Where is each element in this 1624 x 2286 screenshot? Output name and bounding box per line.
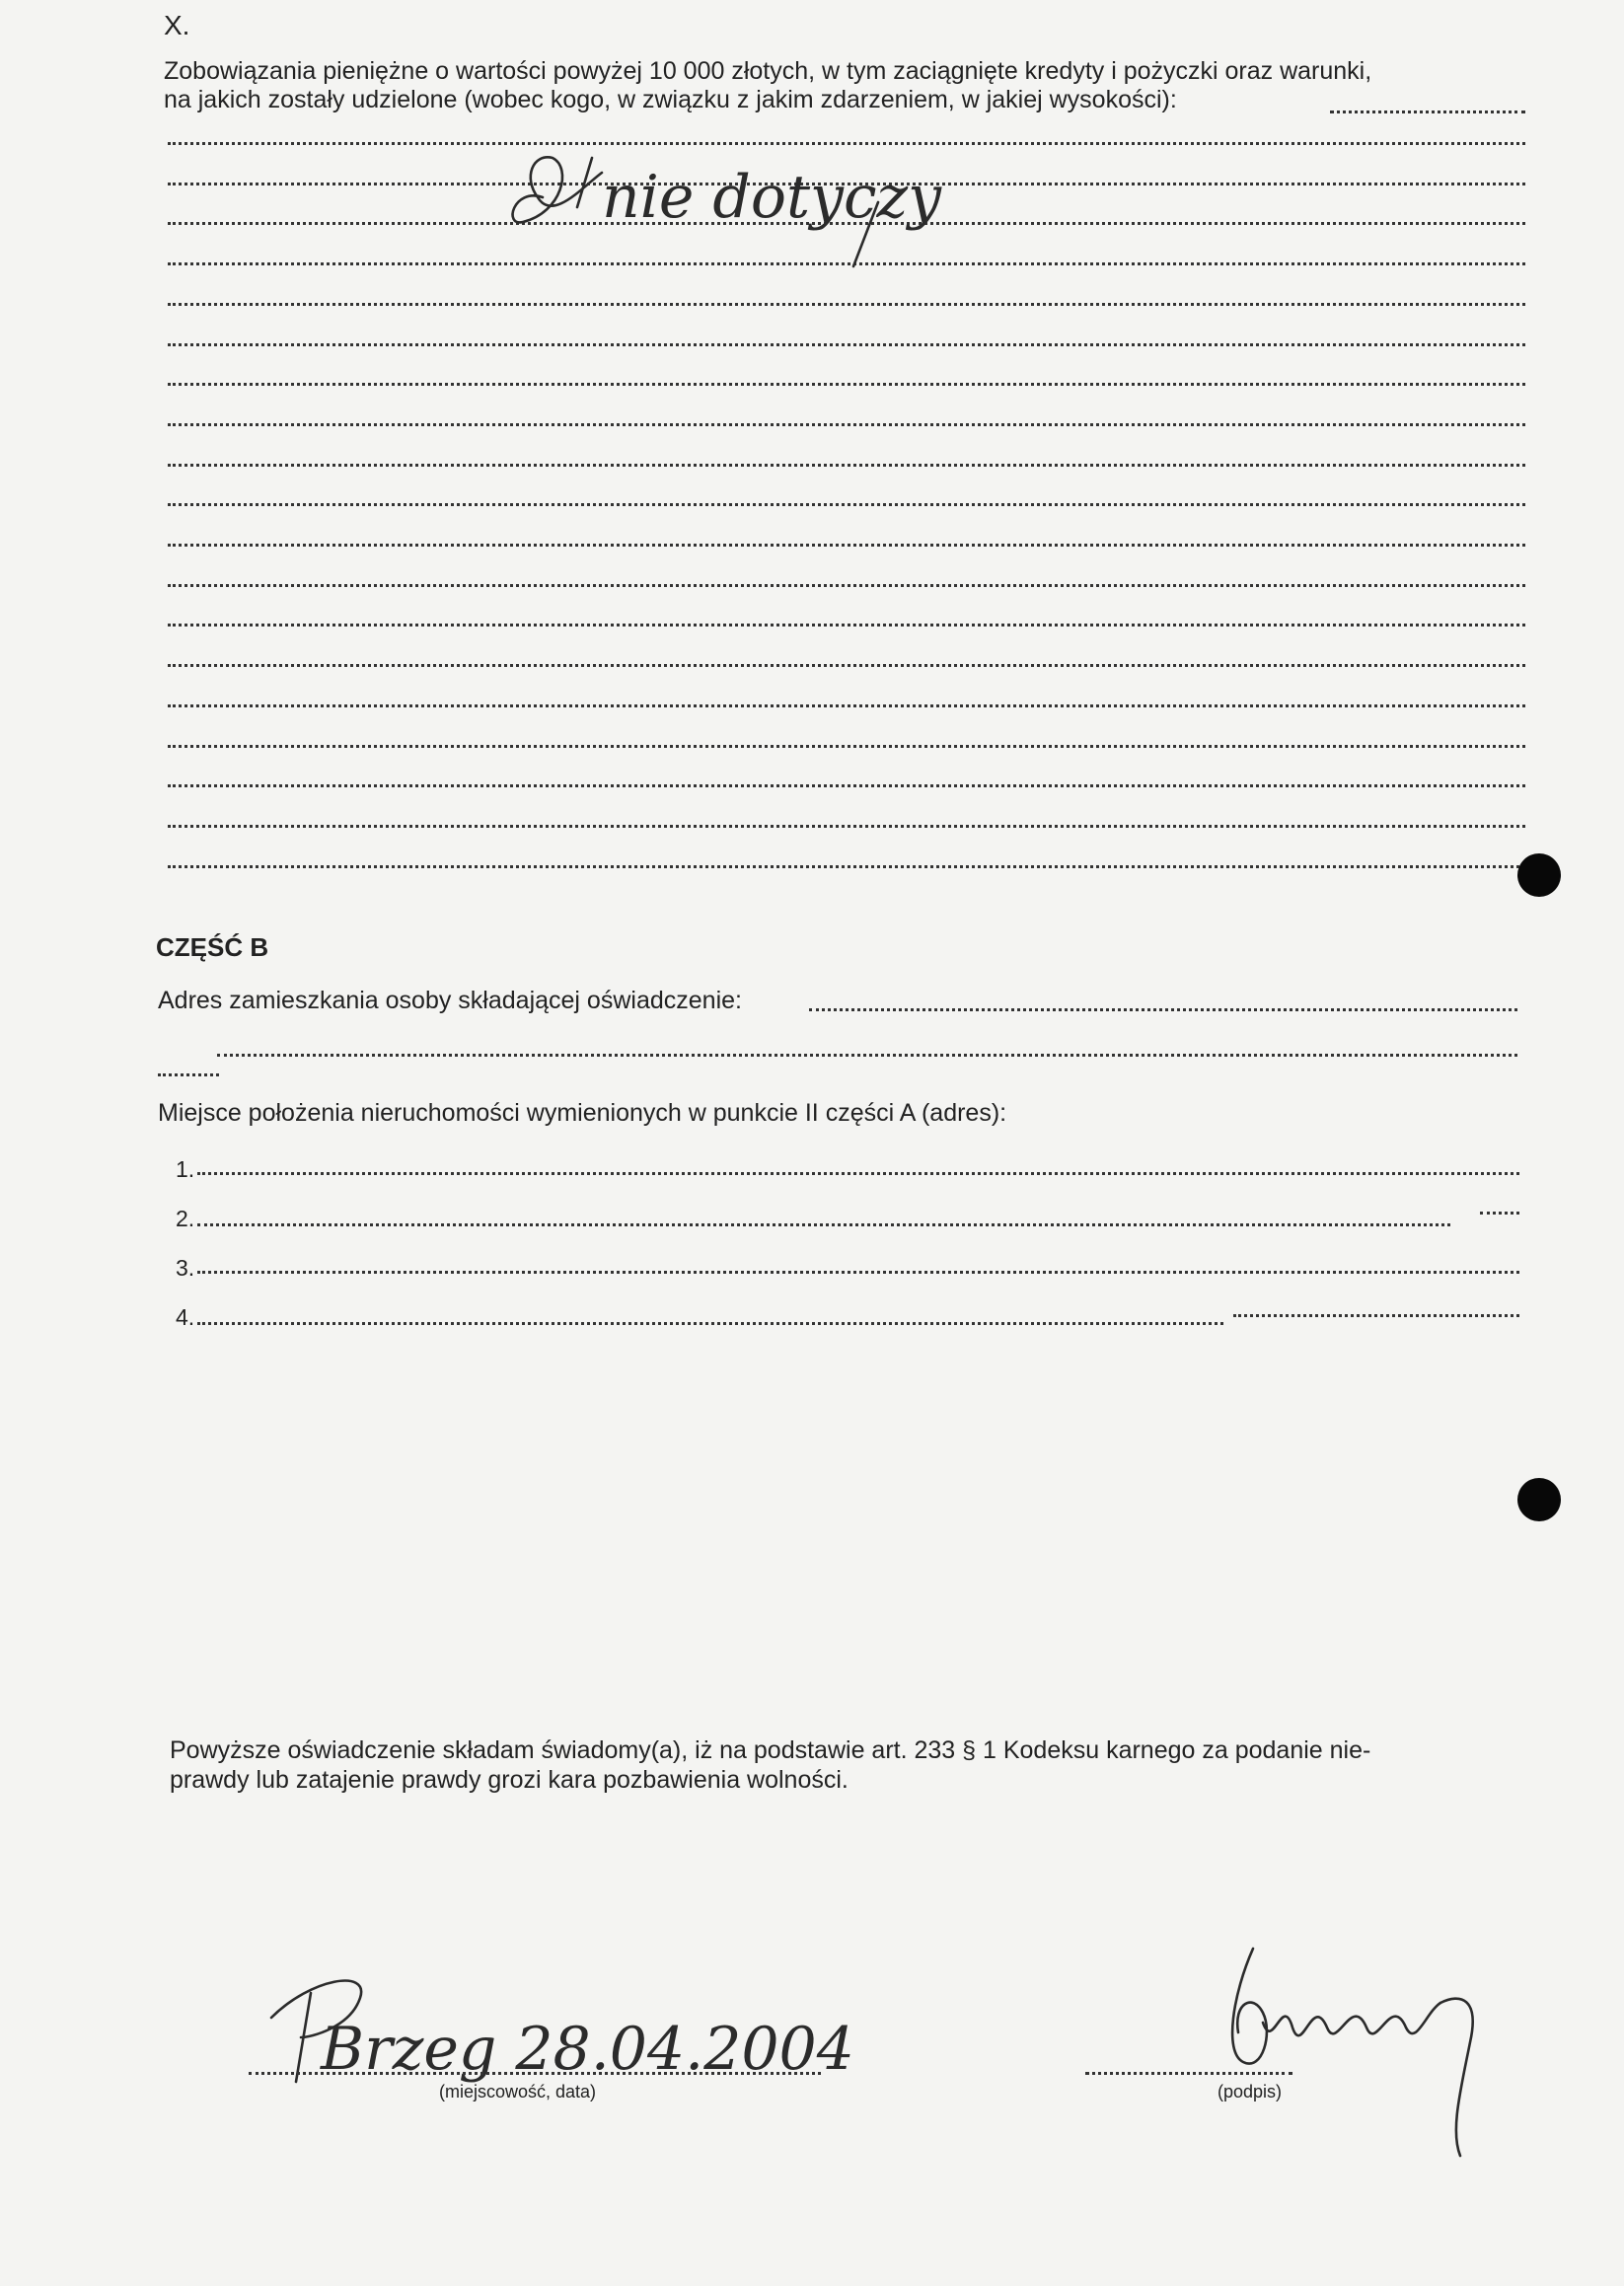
answer-line bbox=[168, 784, 1525, 787]
answer-line bbox=[168, 383, 1525, 386]
property-item-2-number: 2. bbox=[176, 1206, 195, 1231]
answer-line bbox=[168, 825, 1525, 828]
signature-line bbox=[1085, 2072, 1292, 2075]
answer-line bbox=[168, 865, 1525, 868]
section-number: X. bbox=[164, 10, 190, 40]
answer-line bbox=[168, 503, 1525, 506]
property-item-4-line bbox=[197, 1322, 1223, 1325]
punch-hole-bottom bbox=[1517, 1478, 1561, 1521]
part-b-heading: CZĘŚĆ B bbox=[156, 932, 269, 962]
handwritten-answer bbox=[483, 128, 1036, 286]
answer-line bbox=[168, 704, 1525, 707]
address-line-1 bbox=[809, 1008, 1517, 1011]
declaration-line2: prawdy lub zatajenie prawdy grozi kara pozbawienia wolności. bbox=[170, 1766, 849, 1794]
property-item-2-line-end bbox=[1480, 1212, 1519, 1215]
property-item-3-line bbox=[197, 1271, 1519, 1274]
property-item-4-line-end bbox=[1233, 1314, 1519, 1317]
address-line-3 bbox=[158, 1073, 219, 1076]
place-date-caption: (miejscowość, data) bbox=[439, 2082, 597, 2102]
answer-line bbox=[168, 584, 1525, 587]
svg-text:nie dotyczy: nie dotyczy bbox=[602, 163, 942, 232]
property-label: Miejsce położenia nieruchomości wymienionych w punkcie II części A (adres): bbox=[158, 1099, 1007, 1127]
svg-text:Brzeg 28.04.2004: Brzeg 28.04.2004 bbox=[321, 2015, 854, 2084]
answer-line bbox=[168, 343, 1525, 346]
punch-hole-top bbox=[1517, 853, 1561, 897]
answer-line bbox=[168, 624, 1525, 627]
answer-line bbox=[168, 303, 1525, 306]
section-x-question-line1: Zobowiązania pieniężne o wartości powyżej 10 000 złotych, w tym zaciągnięte kredyty i pożyczki oraz warunki, bbox=[164, 57, 1372, 85]
property-item-1-line bbox=[197, 1172, 1519, 1175]
property-item-1-number: 1. bbox=[176, 1156, 195, 1182]
answer-line bbox=[168, 464, 1525, 467]
section-x-question-line2: na jakich zostały udzielone (wobec kogo, w związku z jakim zdarzeniem, w jakiej wysokości): bbox=[164, 86, 1177, 113]
address-line-2 bbox=[217, 1054, 1517, 1057]
answer-line bbox=[168, 423, 1525, 426]
property-item-4-number: 4. bbox=[176, 1304, 195, 1330]
property-item-3-number: 3. bbox=[176, 1255, 195, 1281]
answer-line bbox=[168, 664, 1525, 667]
answer-line bbox=[168, 544, 1525, 547]
answer-line bbox=[168, 745, 1525, 748]
signature-handwritten bbox=[1214, 1934, 1539, 2161]
place-date-line bbox=[249, 2072, 821, 2075]
answer-line bbox=[1330, 111, 1525, 113]
declaration-line1: Powyższe oświadczenie składam świadomy(a), iż na podstawie art. 233 § 1 Kodeksu karnego za podanie nie- bbox=[170, 1736, 1371, 1764]
address-label: Adres zamieszkania osoby składającej oświadczenie: bbox=[158, 987, 742, 1014]
property-item-2-line bbox=[197, 1223, 1450, 1226]
signature-caption: (podpis) bbox=[1218, 2082, 1283, 2102]
